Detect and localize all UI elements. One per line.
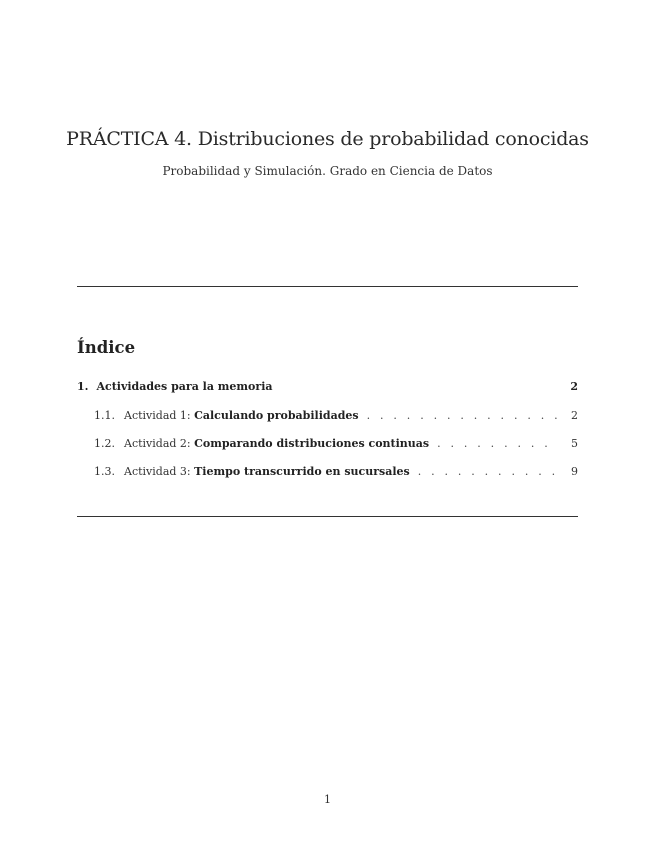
toc-subsection-number: 1.1. — [94, 409, 115, 422]
bottom-divider — [77, 516, 578, 517]
toc-subsection-title: Comparando distribuciones continuas — [194, 437, 430, 450]
toc-section-number: 1. — [77, 380, 89, 393]
page-number: 1 — [324, 793, 331, 806]
top-divider — [77, 286, 578, 287]
index-heading: Índice — [77, 338, 136, 357]
document-subtitle: Probabilidad y Simulación. Grado en Ciencia de Datos — [162, 164, 493, 178]
toc-subsection-1-2[interactable] — [77, 437, 578, 450]
toc-subsection-number: 1.3. — [94, 465, 115, 478]
document-title: PRÁCTICA 4. Distribuciones de probabilidad conocidas — [66, 128, 589, 150]
toc-subsection-1-3[interactable] — [77, 465, 578, 478]
toc-subsection-title: Calculando probabilidades — [194, 409, 359, 422]
toc-subsection-page: 5 — [571, 437, 578, 450]
toc-leader-dots — [418, 465, 558, 478]
toc-subsection-1-1[interactable] — [77, 409, 578, 422]
toc-leader-dots — [437, 437, 558, 450]
toc-subsection-page: 9 — [571, 465, 578, 478]
toc-subsection-prefix: Actividad 3: — [124, 465, 195, 478]
toc-subsection-number: 1.2. — [94, 437, 115, 450]
toc-subsection-page: 2 — [571, 409, 578, 422]
toc-leader-dots — [367, 409, 558, 422]
toc-subsection-title: Tiempo transcurrido en sucursales — [194, 465, 410, 478]
toc-subsection-prefix: Actividad 2: — [124, 437, 195, 450]
toc-subsection-prefix: Actividad 1: — [124, 409, 195, 422]
toc-subsection-label — [124, 437, 429, 450]
toc-section-page: 2 — [570, 380, 578, 393]
toc-section-label: Actividades para la memoria — [96, 380, 273, 393]
toc-section-1[interactable] — [77, 380, 578, 393]
toc-subsection-label — [124, 409, 359, 422]
toc-subsection-label — [124, 465, 410, 478]
